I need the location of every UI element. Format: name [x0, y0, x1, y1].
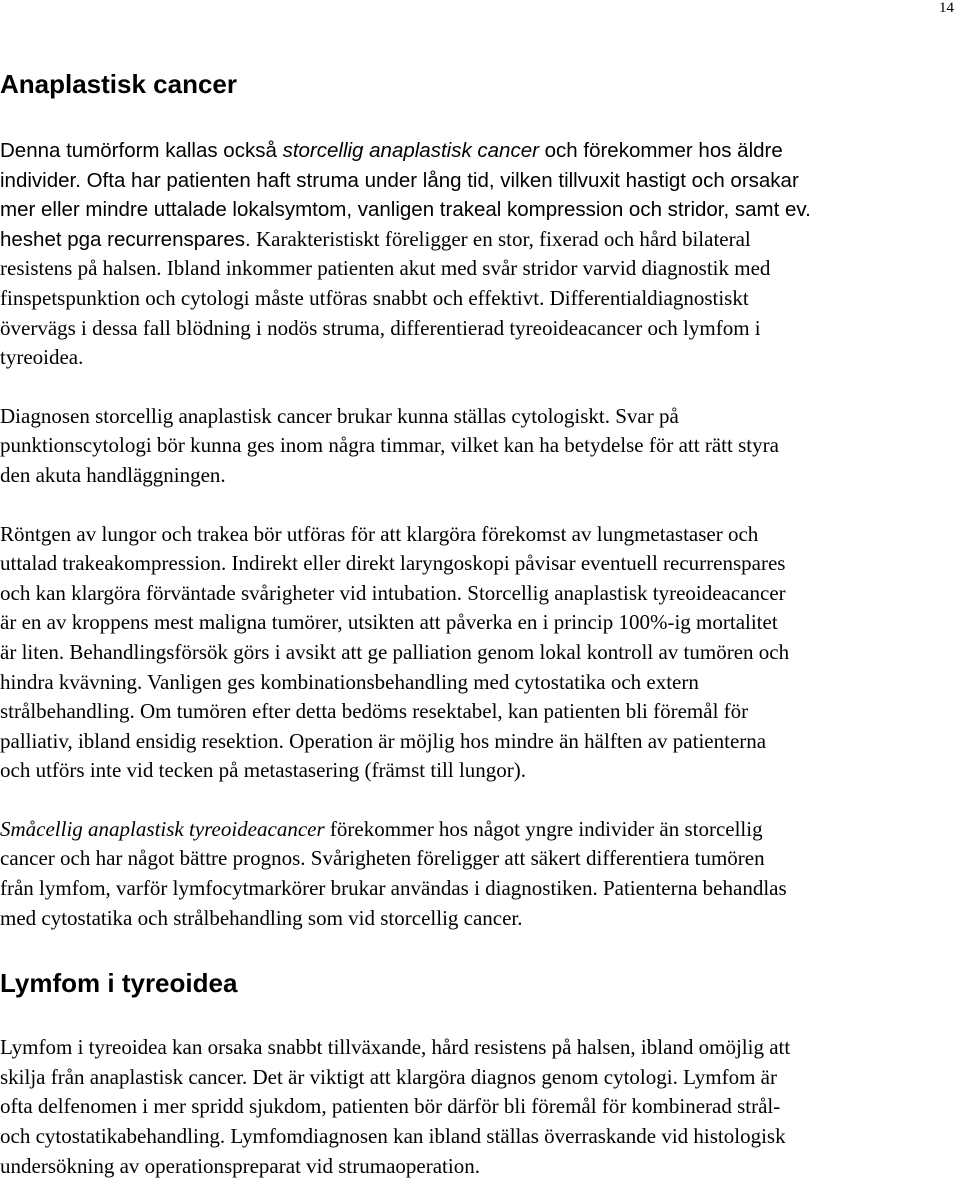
text-run: Denna tumörform kallas också — [0, 139, 283, 162]
document-body — [0, 64, 960, 1181]
italic-term: Småcellig anaplastisk tyreoideacancer — [0, 816, 325, 841]
paragraph-lymfom: Lymfom i tyreoidea kan orsaka snabbt tillväxande, hård resistens på halsen, ibland omöjlig att skilja från anaplastisk cancer. Det är viktigt att klargöra diagnos genom cytologi. Lymfom är ofta delfenomen i mer spridd sjukdom, patienten bör därför bli föremål för kombinerad strål- och cytostatikabehandling. Lymfomdiagnosen kan ibland ställas överraskande vid histologisk undersökning av operationspreparat vid strumaoperation. — [0, 1035, 791, 1178]
paragraph-rontgen-behandling: Röntgen av lungor och trakea bör utföras för att klargöra förekomst av lungmetastaser och uttalad trakeakompression. Indirekt eller direkt laryngoskopi påvisar eventuell recurrenspares och kan klargöra förväntade svårigheter vid intubation. Storcellig anaplastisk tyreoideacancer är en av kroppens mest maligna tumörer, utsikten att påverka en i princip 100%-ig mortalitet är liten. Behandlingsförsök görs i avsikt att ge palliation genom lokal kontroll av tumören och hindra kvävning. Vanligen ges kombinationsbehandling med cytostatika och extern strålbehandling. Om tumören efter detta bedöms resektabel, kan patienten bli föremål för palliativ, ibland ensidig resektion. Operation är möjlig hos mindre än hälften av patienterna och utförs inte vid tecken på metastasering (främst till lungor). — [0, 521, 790, 783]
text-run: Karakteristiskt föreligger en stor, fixerad och hård bilateral resistens på halsen. — [0, 226, 751, 281]
page-number: 14 — [939, 0, 954, 16]
italic-term: storcellig anaplastisk cancer — [282, 139, 539, 162]
text-run: förekommer hos något yngre individer än storcellig cancer och har något bättre prognos. Svårigheten föreligger att säkert differentiera tumören från lymfom, varför lymfocytmarkörer brukar användas i diagnostiken. Patienterna behandlas med cytostatika och strålbehandling som vid storcellig cancer. — [0, 816, 787, 930]
paragraph-anaplastisk-intro — [0, 136, 960, 373]
text-run: Ibland inkommer patienten akut med svår stridor varvid diagnostik med finspetspunktion och cytologi måste utföras snabbt och effektivt. — [0, 256, 771, 310]
section-heading-anaplastisk-cancer: Anaplastisk cancer — [0, 69, 238, 99]
section-heading-lymfom: Lymfom i tyreoidea — [0, 968, 238, 999]
paragraph-diagnos: Diagnosen storcellig anaplastisk cancer brukar kunna ställas cytologiskt. Svar på punktionscytologi bör kunna ges inom några timmar, vilket kan ha betydelse för att rätt styra den akuta handläggningen. — [0, 403, 779, 487]
paragraph-smacellig — [0, 815, 960, 933]
text-run: och förekommer hos äldre individer. Ofta har patienten haft struma under lång tid, vilken tillvuxit hastigt och orsakar mer eller mindre uttalade lokalsymtom, vanligen trakeal kompression och stridor, samt ev. heshet pga recurrenspares. — [0, 139, 811, 251]
text-run: Differentialdiagnostiskt övervägs i dessa fall blödning i nodös struma, differentierad tyreoideacancer och lymfom i tyreoidea. — [0, 285, 761, 370]
